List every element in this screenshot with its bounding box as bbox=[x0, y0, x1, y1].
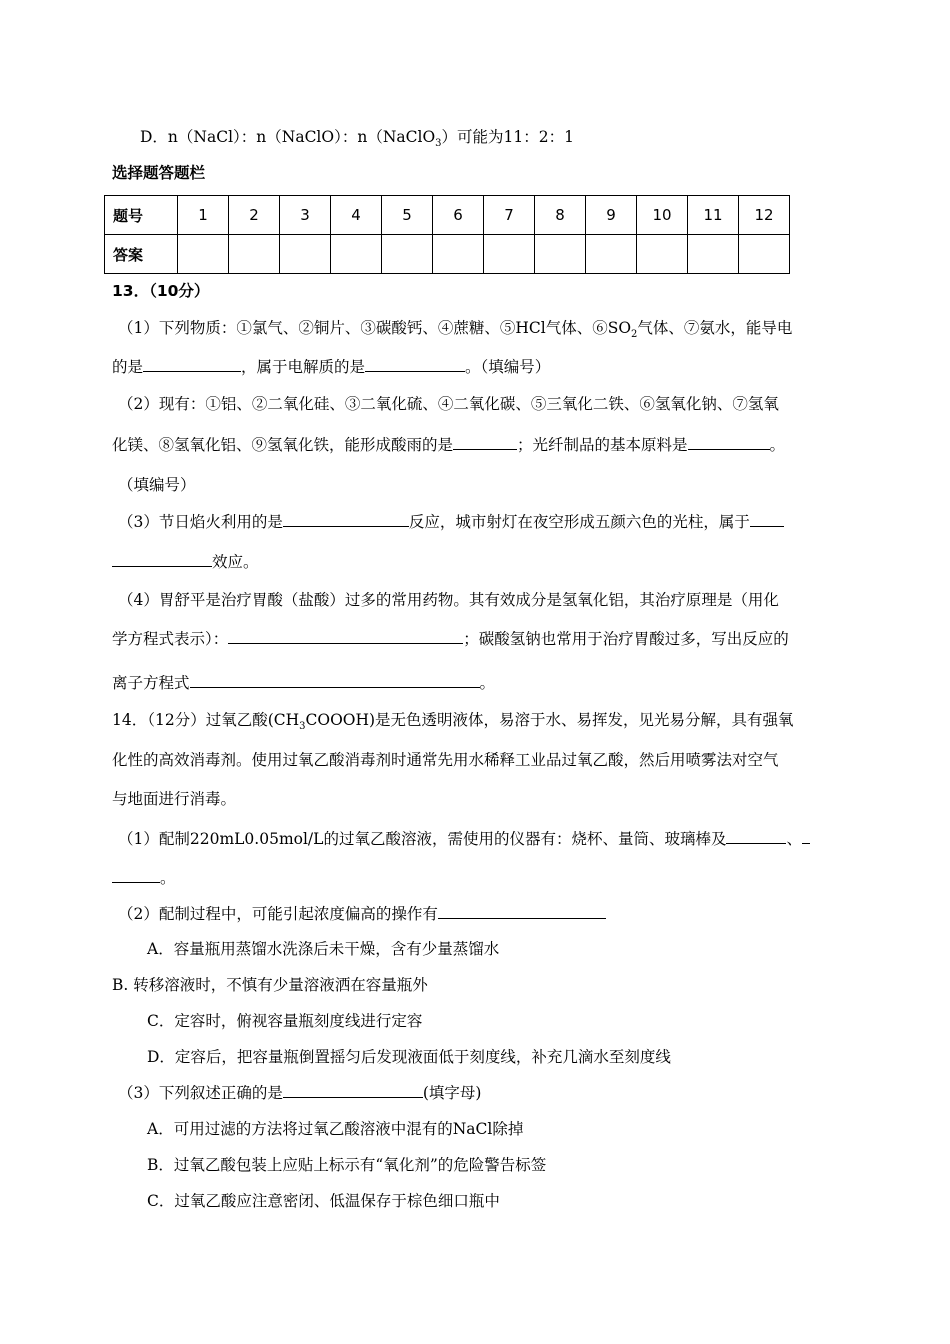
answer-cell[interactable] bbox=[331, 235, 382, 274]
q13-p1-text-a: （1）下列物质：①氯气、②铜片、③碳酸钙、④蔗糖、⑤HCl气体、⑥SO bbox=[118, 319, 632, 337]
answer-cell[interactable] bbox=[484, 235, 535, 274]
answer-cell[interactable] bbox=[739, 235, 790, 274]
q14-p2-option-d: D．定容后，把容量瓶倒置摇匀后发现液面低于刻度线，补充几滴水至刻度线 bbox=[147, 1048, 671, 1066]
question-number-cell: 5 bbox=[382, 196, 433, 235]
q13-p4-text-b: ；碳酸氢钠也常用于治疗胃酸过多，写出反应的 bbox=[463, 630, 789, 648]
q13-p4-line3 bbox=[112, 673, 495, 693]
answer-cell[interactable] bbox=[637, 235, 688, 274]
answer-cell[interactable] bbox=[688, 235, 739, 274]
q13-p2-line1: （2）现有：①铝、②二氧化硅、③二氧化硫、④二氧化碳、⑤三氧化二铁、⑥氢氧化钠、⑦氢氧 bbox=[118, 395, 779, 413]
q13-p1-text-e: 。（填编号） bbox=[465, 358, 551, 376]
question-number-cell: 10 bbox=[637, 196, 688, 235]
answer-cell[interactable] bbox=[382, 235, 433, 274]
question-number-cell: 1 bbox=[178, 196, 229, 235]
q14-p1-text-b: 、 bbox=[786, 830, 802, 848]
q13-p1-line1 bbox=[118, 318, 793, 341]
q13-p2-text-b: ；光纤制品的基本原料是 bbox=[517, 436, 688, 454]
q13-p2-line2 bbox=[112, 435, 785, 455]
q13-p4-line2 bbox=[112, 629, 789, 649]
q14-p1-line2 bbox=[112, 868, 176, 888]
answer-cell[interactable] bbox=[178, 235, 229, 274]
q13-header: 13．（10分） bbox=[112, 282, 210, 300]
option-d-prefix: D．n（NaCl）：n（NaClO）：n（NaClO bbox=[140, 128, 436, 146]
answer-table-row-answers bbox=[105, 235, 790, 274]
q13-p1-text-d: ，属于电解质的是 bbox=[241, 358, 366, 376]
q14-intro-line1 bbox=[112, 710, 794, 733]
q13-p1-text-c: 的是 bbox=[112, 358, 144, 376]
answer-blank[interactable] bbox=[365, 357, 465, 372]
q14-p3-option-c: C．过氧乙酸应注意密闭、低温保存于棕色细口瓶中 bbox=[147, 1192, 500, 1210]
q14-p2-option-a: A．容量瓶用蒸馏水洗涤后未干燥，含有少量蒸馏水 bbox=[147, 940, 500, 958]
q14-intro-text-b: COOOH)是无色透明液体，易溶于水、易挥发，见光易分解，具有强氧 bbox=[305, 711, 794, 729]
q14-intro-text-a: 14．（12分）过氧乙酸(CH bbox=[112, 711, 300, 729]
q14-p1-line1 bbox=[118, 829, 810, 849]
question-number-cell: 6 bbox=[433, 196, 484, 235]
q13-p2-text-c: 。 bbox=[769, 436, 786, 454]
q13-p1-sub: 2 bbox=[631, 329, 638, 341]
q14-p1-text-c: 。 bbox=[160, 869, 176, 887]
answer-blank[interactable] bbox=[750, 512, 784, 527]
question-number-cell: 2 bbox=[229, 196, 280, 235]
q13-p1-text-b: 气体、⑦氨水，能导电 bbox=[637, 319, 793, 337]
answer-table-row-numbers bbox=[105, 196, 790, 235]
answer-blank[interactable] bbox=[438, 904, 606, 919]
row-label-answer: 答案 bbox=[105, 235, 178, 274]
q14-p3-option-b: B．过氧乙酸包装上应贴上标示有“氧化剂”的危险警告标签 bbox=[147, 1156, 547, 1174]
answer-blank[interactable] bbox=[283, 512, 409, 527]
question-number-cell: 8 bbox=[535, 196, 586, 235]
q14-intro-line2: 化性的高效消毒剂。使用过氧乙酸消毒剂时通常先用水稀释工业品过氧乙酸，然后用喷雾法对空气 bbox=[112, 751, 779, 769]
answer-cell[interactable] bbox=[280, 235, 331, 274]
answer-blank[interactable] bbox=[112, 868, 160, 883]
answer-blank[interactable] bbox=[143, 357, 241, 372]
row-label-number: 题号 bbox=[105, 196, 178, 235]
q13-p3-line1 bbox=[118, 512, 784, 532]
answer-table bbox=[104, 195, 790, 274]
q13-p1-line2 bbox=[112, 357, 550, 377]
question-number-cell: 4 bbox=[331, 196, 382, 235]
q14-p3-text-b: (填字母) bbox=[422, 1084, 482, 1102]
answer-blank[interactable] bbox=[228, 629, 463, 644]
question-number-cell: 11 bbox=[688, 196, 739, 235]
question-number-cell: 12 bbox=[739, 196, 790, 235]
q13-p4-text-d: 。 bbox=[479, 674, 496, 692]
q14-p2-option-c: C．定容时，俯视容量瓶刻度线进行定容 bbox=[147, 1012, 423, 1030]
q13-p3-text-c: 效应。 bbox=[212, 553, 259, 571]
q13-p4-line1: （4）胃舒平是治疗胃酸（盐酸）过多的常用药物。其有效成分是氢氧化铝，其治疗原理是（用化 bbox=[118, 591, 779, 609]
answer-cell[interactable] bbox=[229, 235, 280, 274]
q14-intro-line3: 与地面进行消毒。 bbox=[112, 790, 237, 808]
q14-p3-option-a: A．可用过滤的方法将过氧乙酸溶液中混有的NaCl除掉 bbox=[147, 1120, 524, 1138]
answer-blank[interactable] bbox=[190, 673, 480, 688]
answer-blank[interactable] bbox=[688, 435, 770, 450]
answer-blank[interactable] bbox=[726, 829, 786, 844]
q14-p2-option-b: B. 转移溶液时，不慎有少量溶液洒在容量瓶外 bbox=[112, 976, 428, 994]
question-number-cell: 3 bbox=[280, 196, 331, 235]
answer-cell[interactable] bbox=[586, 235, 637, 274]
answer-blank[interactable] bbox=[453, 435, 517, 450]
q13-p3-text-a: （3）节日焰火利用的是 bbox=[118, 513, 283, 531]
question-number-cell: 9 bbox=[586, 196, 637, 235]
answer-blank[interactable] bbox=[283, 1083, 423, 1098]
q13-p2-line3: （填编号） bbox=[118, 476, 196, 494]
q14-intro-sub: 3 bbox=[299, 721, 306, 733]
answer-blank[interactable] bbox=[112, 552, 212, 567]
answer-blank[interactable] bbox=[802, 829, 810, 844]
q14-p3-text-a: （3）下列叙述正确的是 bbox=[118, 1084, 283, 1102]
option-d-line bbox=[140, 127, 574, 150]
option-d-sub: 3 bbox=[435, 138, 442, 150]
q14-p1-text-a: （1）配制220mL0.05mol/L的过氧乙酸溶液，需使用的仪器有：烧杯、量筒、玻璃棒及 bbox=[118, 830, 727, 848]
q14-p3-line bbox=[118, 1083, 481, 1103]
option-d-suffix: ）可能为11：2：1 bbox=[441, 128, 574, 146]
q13-p2-text-a: 化镁、⑧氢氧化铝、⑨氢氧化铁，能形成酸雨的是 bbox=[112, 436, 454, 454]
answer-cell[interactable] bbox=[535, 235, 586, 274]
answer-table-title: 选择题答题栏 bbox=[112, 164, 206, 182]
question-number-cell: 7 bbox=[484, 196, 535, 235]
q13-p4-text-a: 学方程式表示）： bbox=[112, 630, 229, 648]
q14-p2-line bbox=[118, 904, 606, 924]
answer-cell[interactable] bbox=[433, 235, 484, 274]
q13-p3-text-b: 反应，城市射灯在夜空形成五颜六色的光柱，属于 bbox=[408, 513, 750, 531]
q13-p3-line2 bbox=[112, 552, 259, 572]
q14-p2-text: （2）配制过程中，可能引起浓度偏高的操作有 bbox=[118, 905, 438, 923]
q13-p4-text-c: 离子方程式 bbox=[112, 674, 190, 692]
